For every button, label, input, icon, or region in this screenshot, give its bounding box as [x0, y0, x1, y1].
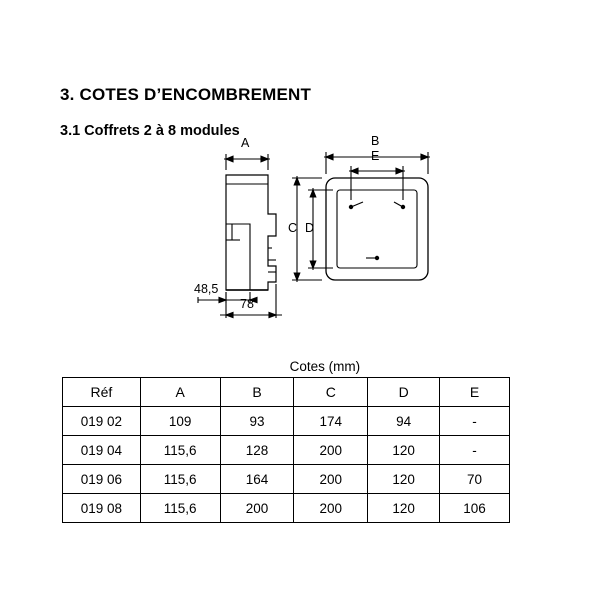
column-header-a: A — [140, 378, 220, 407]
cell-a: 115,6 — [140, 465, 220, 494]
dim-label-e: E — [371, 149, 380, 163]
cell-d: 120 — [368, 494, 440, 523]
dim-label-c: C — [288, 221, 298, 235]
dim-label-depth-large: 78 — [240, 297, 254, 311]
group-header-cotes: Cotes (mm) — [289, 358, 361, 374]
cell-a: 109 — [140, 407, 220, 436]
table-group-header-row — [63, 355, 510, 378]
cell-e: - — [440, 436, 510, 465]
technical-drawing — [180, 134, 470, 340]
cell-e: 106 — [440, 494, 510, 523]
group-header-spacer — [63, 355, 141, 378]
cell-c: 174 — [294, 407, 368, 436]
cell-c: 200 — [294, 436, 368, 465]
dim-label-d: D — [305, 221, 315, 235]
cell-c: 200 — [294, 494, 368, 523]
dim-label-a: A — [241, 136, 250, 150]
column-header-c: C — [294, 378, 368, 407]
cell-d: 120 — [368, 465, 440, 494]
column-header-b: B — [220, 378, 294, 407]
cell-ref: 019 06 — [63, 465, 141, 494]
cell-ref: 019 04 — [63, 436, 141, 465]
dim-label-b: B — [371, 134, 380, 148]
cell-b: 93 — [220, 407, 294, 436]
column-header-ref: Réf — [63, 378, 141, 407]
subsection-title: 3.1 Coffrets 2 à 8 modules — [60, 123, 240, 139]
table-row — [63, 407, 510, 436]
column-header-e: E — [440, 378, 510, 407]
cell-d: 120 — [368, 436, 440, 465]
cell-a: 115,6 — [140, 436, 220, 465]
drawing-svg — [180, 140, 470, 340]
dimensions-table-wrapper — [62, 355, 510, 523]
dim-label-depth-small: 48,5 — [194, 282, 219, 296]
cell-ref: 019 02 — [63, 407, 141, 436]
cell-e: - — [440, 407, 510, 436]
table-row — [63, 436, 510, 465]
cell-d: 94 — [368, 407, 440, 436]
cell-b: 164 — [220, 465, 294, 494]
table-row — [63, 494, 510, 523]
cell-a: 115,6 — [140, 494, 220, 523]
column-header-d: D — [368, 378, 440, 407]
cell-b: 200 — [220, 494, 294, 523]
cell-ref: 019 08 — [63, 494, 141, 523]
cell-b: 128 — [220, 436, 294, 465]
dimensions-table — [62, 355, 510, 523]
table-header-row — [63, 378, 510, 407]
cell-c: 200 — [294, 465, 368, 494]
cell-e: 70 — [440, 465, 510, 494]
table-row — [63, 465, 510, 494]
page-title: 3. COTES D’ENCOMBREMENT — [60, 85, 312, 104]
